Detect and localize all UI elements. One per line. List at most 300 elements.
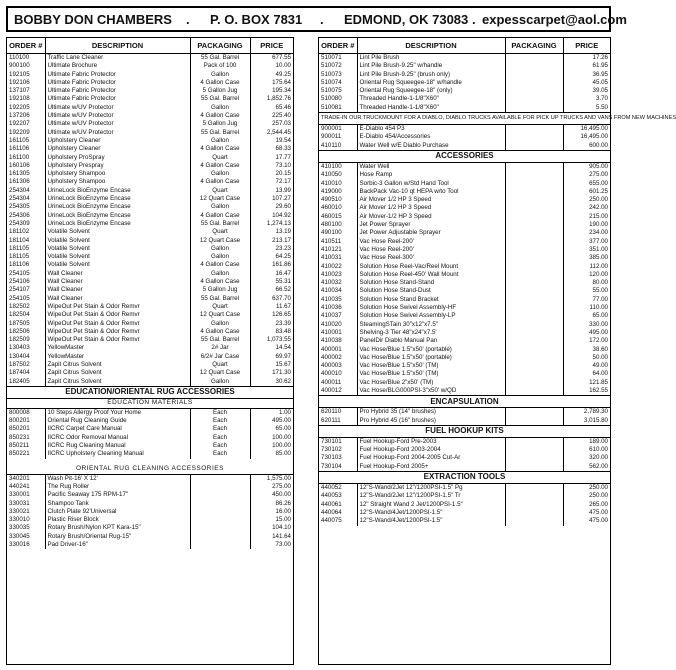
order-cell: 800008 xyxy=(7,408,45,417)
price-cell: 610.00 xyxy=(589,446,608,454)
description-cell: Fuel Hookup-Ford 2003-2004 xyxy=(357,446,505,454)
table-row xyxy=(7,425,293,433)
price-cell: 1,274.13 xyxy=(266,219,291,227)
price-cell: 73.00 xyxy=(275,541,291,549)
price-cell: 15.00 xyxy=(275,516,291,524)
table-row xyxy=(319,287,610,295)
packaging-cell: 5 Gallon Jug xyxy=(190,286,250,294)
packaging-cell: 55 Gal. Barrel xyxy=(190,129,250,137)
price-cell: 1,575.00 xyxy=(266,474,291,482)
table-row xyxy=(7,112,293,120)
packaging-cell xyxy=(505,501,563,509)
section-title: EXTRACTION TOOLS xyxy=(319,472,610,484)
description-cell: Solution Hose Swivel Assembly-HF xyxy=(357,304,505,312)
packaging-cell: 4 Gallon Case xyxy=(190,278,250,286)
description-cell: UrineLock BioEnzyme Encase xyxy=(45,203,190,211)
packaging-cell xyxy=(505,104,563,113)
order-cell: 410022 xyxy=(319,263,357,271)
table-row xyxy=(7,137,293,145)
description-cell: WipeOut Pet Stain & Odor Remvr xyxy=(45,328,190,336)
table-row xyxy=(7,483,293,491)
price-cell: 190.00 xyxy=(589,221,608,229)
table-row xyxy=(319,354,610,362)
price-cell: 77.00 xyxy=(592,295,608,303)
order-cell: 620110 xyxy=(319,408,357,417)
description-cell: Solution Hose Stand-Stand xyxy=(357,279,505,287)
price-cell: 16.00 xyxy=(275,507,291,515)
table-row xyxy=(7,328,293,336)
description-cell: Threaded Handle-1-1/8"X60" xyxy=(357,104,505,113)
packaging-cell xyxy=(505,54,563,63)
price-cell: 265.00 xyxy=(589,500,608,508)
packaging-cell xyxy=(505,408,563,417)
description-cell: Jet Power Adjustable Sprayer xyxy=(357,229,505,237)
description-cell: Volatile Solvent xyxy=(45,253,190,261)
order-cell: 510071 xyxy=(319,54,357,63)
table-row xyxy=(319,204,610,212)
packaging-cell xyxy=(505,446,563,454)
packaging-cell xyxy=(505,417,563,426)
order-cell: 110100 xyxy=(7,54,45,63)
packaging-cell xyxy=(505,263,563,271)
order-cell: 440053 xyxy=(319,492,357,500)
order-cell: 410032 xyxy=(319,279,357,287)
description-cell: 12"S-Wand/4Jet/1200PSI-1.5" xyxy=(357,509,505,517)
order-cell: 800201 xyxy=(7,417,45,425)
table-row xyxy=(7,508,293,516)
description-cell: Vac Hose/BLG000PSI-3"x50' w/QD xyxy=(357,387,505,396)
packaging-cell xyxy=(505,387,563,396)
table-row xyxy=(7,533,293,541)
order-cell: 730102 xyxy=(319,446,357,454)
table-row xyxy=(7,162,293,170)
table-row xyxy=(319,263,610,271)
description-cell: UrineLock BioEnzyme Encase xyxy=(45,220,190,228)
packaging-cell: 4 Gallon Case xyxy=(190,178,250,186)
table-row xyxy=(7,220,293,228)
packaging-cell: 55 Gal. Barrel xyxy=(190,336,250,344)
email-address[interactable]: expesscarpet@aol.com xyxy=(482,12,627,27)
order-cell: 254105 xyxy=(7,295,45,303)
price-cell: 30.62 xyxy=(275,377,291,385)
price-cell: 13.99 xyxy=(275,186,291,194)
order-cell: 192205 xyxy=(7,104,45,112)
packaging-cell: 4 Gallon Case xyxy=(190,145,250,153)
table-row xyxy=(319,238,610,246)
packaging-cell: Each xyxy=(190,450,250,458)
order-cell: 850231 xyxy=(7,434,45,442)
description-cell: IICRC Odor Removal Manual xyxy=(45,434,190,442)
table-row xyxy=(7,417,293,425)
packaging-cell xyxy=(505,354,563,362)
order-cell: 330010 xyxy=(7,516,45,524)
price-cell: 161.86 xyxy=(272,261,291,269)
table-row xyxy=(7,120,293,128)
packaging-cell xyxy=(505,162,563,171)
packaging-cell: 12 Quart Case xyxy=(190,311,250,319)
packaging-cell xyxy=(505,321,563,329)
col-packaging: PACKAGING xyxy=(190,38,250,54)
table-row xyxy=(7,295,293,303)
packaging-cell xyxy=(505,204,563,212)
description-cell: Ultimate w/UV Protector xyxy=(45,129,190,137)
packaging-cell xyxy=(505,125,563,134)
description-cell: E-Diablo 454/Accessories xyxy=(357,133,505,141)
packaging-cell xyxy=(505,271,563,279)
packaging-cell xyxy=(505,171,563,179)
table-row xyxy=(319,346,610,354)
price-cell: 2,789.30 xyxy=(583,408,608,416)
price-cell: 3.70 xyxy=(595,95,608,103)
packaging-cell: Gallon xyxy=(190,245,250,253)
price-cell: 450.00 xyxy=(272,491,291,499)
order-cell: 254306 xyxy=(7,212,45,220)
price-cell: 385.00 xyxy=(589,254,608,262)
table-row xyxy=(7,178,293,186)
header-separator: . xyxy=(186,12,190,27)
packaging-cell xyxy=(505,509,563,517)
table-row xyxy=(7,361,293,369)
price-cell: 66.52 xyxy=(275,286,291,294)
table-row xyxy=(319,221,610,229)
description-cell: Upholstery Cleaner xyxy=(45,145,190,153)
description-cell: Air Mover 1/2 HP 3 Speed xyxy=(357,196,505,204)
table-row xyxy=(319,271,610,279)
packaging-cell: Gallon xyxy=(190,203,250,211)
packaging-cell: 5 Gallon Jug xyxy=(190,120,250,128)
order-cell: 400012 xyxy=(319,387,357,396)
order-cell: 410031 xyxy=(319,254,357,262)
table-row xyxy=(7,336,293,344)
price-cell: 320.00 xyxy=(589,454,608,462)
order-cell: 730103 xyxy=(319,454,357,462)
table-row xyxy=(7,500,293,508)
description-cell: Fuel Hookup-Ford 2005+ xyxy=(357,463,505,472)
table-row xyxy=(319,337,610,345)
section-title: FUEL HOOKUP KITS xyxy=(319,425,610,437)
table-row xyxy=(319,321,610,329)
description-cell: YellowMaster xyxy=(45,353,190,361)
table-row xyxy=(319,196,610,204)
table-row xyxy=(7,434,293,442)
price-cell: 104.92 xyxy=(272,211,291,219)
table-row xyxy=(7,54,293,63)
section-title: ENCAPSULATION xyxy=(319,396,610,408)
description-cell: Sorbic-3 Gallon w/Std Hand Tool xyxy=(357,180,505,188)
packaging-cell: 2# Jar xyxy=(190,344,250,352)
price-cell: 1,073.55 xyxy=(266,336,291,344)
description-cell: YellowMaster xyxy=(45,344,190,352)
price-cell: 39.05 xyxy=(592,87,608,95)
table-row xyxy=(7,278,293,286)
order-cell: 130403 xyxy=(7,344,45,352)
price-cell: 250.00 xyxy=(589,492,608,500)
order-cell: 900100 xyxy=(7,62,45,70)
table-row xyxy=(7,524,293,532)
price-cell: 655.00 xyxy=(589,179,608,187)
price-cell: 225.40 xyxy=(272,112,291,120)
price-cell: 86.26 xyxy=(275,499,291,507)
description-cell: Rotary Brush/Oriental Rug-15" xyxy=(45,533,190,541)
packaging-cell: Quart xyxy=(190,361,250,369)
order-cell: 400003 xyxy=(319,362,357,370)
description-cell: Volatile Solvent xyxy=(45,228,190,236)
order-cell: 181105 xyxy=(7,253,45,261)
table-row xyxy=(7,170,293,178)
description-cell: UrineLock BioEnzyme Encase xyxy=(45,195,190,203)
packaging-cell: 55 Gal. Barrel xyxy=(190,295,250,303)
order-cell: 440061 xyxy=(319,501,357,509)
table-row xyxy=(319,162,610,171)
description-cell: Upholstery Cleaner xyxy=(45,137,190,145)
price-cell: 100.00 xyxy=(272,442,291,450)
price-cell: 17.77 xyxy=(275,153,291,161)
table-row xyxy=(319,79,610,87)
table-row xyxy=(319,180,610,188)
description-cell: Air Mover 1/2 HP 3 Speed xyxy=(357,204,505,212)
description-cell: IICRC Carpet Care Manual xyxy=(45,425,190,433)
order-cell: 400011 xyxy=(319,379,357,387)
packaging-cell: Each xyxy=(190,442,250,450)
price-cell: 234.00 xyxy=(589,229,608,237)
table-row xyxy=(319,329,610,337)
packaging-cell: Quart xyxy=(190,228,250,236)
po-box: P. O. BOX 7831 xyxy=(210,12,303,27)
price-cell: 65.46 xyxy=(275,103,291,111)
description-cell: Upholstery Shampoo xyxy=(45,178,190,186)
description-cell: 12" Straight Wand 2 Jet/1200PSI-1.5" xyxy=(357,501,505,509)
trade-in-note: TRADE-IN OUR TRUCKMOUNT FOR A DIABLO, DIABLO TRUCKS AVAILABLE FOR PICK UP TRUCKS AND VANS FROM NEW MACHINES xyxy=(319,113,610,125)
section-title: ACCESSORIES xyxy=(319,150,610,162)
price-cell: 215.00 xyxy=(589,212,608,220)
description-cell: PanelDir Diablo Manual Pan xyxy=(357,337,505,345)
order-cell: 330035 xyxy=(7,524,45,532)
description-cell: Lint Pile Brush-9.25" w/handle xyxy=(357,62,505,70)
table-row xyxy=(319,454,610,462)
order-cell: 410050 xyxy=(319,171,357,179)
city-state-zip: EDMOND, OK 73083 xyxy=(344,12,469,27)
description-cell: Ultimate Brochure xyxy=(45,62,190,70)
order-cell: 510081 xyxy=(319,104,357,113)
price-cell: 68.33 xyxy=(275,145,291,153)
order-cell: 254309 xyxy=(7,220,45,228)
packaging-cell: Each xyxy=(190,425,250,433)
packaging-cell xyxy=(505,229,563,237)
order-cell: 254304 xyxy=(7,195,45,203)
packaging-cell xyxy=(505,379,563,387)
table-row xyxy=(7,253,293,261)
price-cell: 65.00 xyxy=(592,312,608,320)
price-cell: 141.64 xyxy=(272,532,291,540)
packaging-cell xyxy=(505,312,563,320)
price-cell: 351.00 xyxy=(589,245,608,253)
description-cell: IICRC Rug Cleaning Manual xyxy=(45,442,190,450)
packaging-cell xyxy=(505,246,563,254)
price-cell: 2,544.45 xyxy=(266,128,291,136)
description-cell: Pad Driver-16" xyxy=(45,541,190,549)
packaging-cell xyxy=(505,296,563,304)
company-name: BOBBY DON CHAMBERS xyxy=(14,12,172,27)
price-cell: 49.25 xyxy=(275,70,291,78)
order-cell: 181106 xyxy=(7,261,45,269)
order-cell: 182509 xyxy=(7,336,45,344)
description-cell: Plastic Riser Block xyxy=(45,516,190,524)
packaging-cell xyxy=(190,500,250,508)
order-cell: 410037 xyxy=(319,312,357,320)
table-row xyxy=(7,474,293,483)
order-cell: 410110 xyxy=(319,142,357,151)
description-cell: Solution Hose Swivel Assembly-LP xyxy=(357,312,505,320)
section-title: EDUCATION/ORIENTAL RUG ACCESSORIES xyxy=(7,386,293,398)
packaging-cell xyxy=(505,484,563,493)
packaging-cell xyxy=(505,254,563,262)
section-title-row xyxy=(319,425,610,437)
price-cell: 242.00 xyxy=(589,204,608,212)
table-row xyxy=(7,344,293,352)
packaging-cell xyxy=(505,463,563,472)
order-cell: 254304 xyxy=(7,187,45,195)
order-cell: 182502 xyxy=(7,303,45,311)
packaging-cell xyxy=(505,370,563,378)
order-cell: 440052 xyxy=(319,484,357,493)
table-row xyxy=(7,450,293,458)
packaging-cell: Gallon xyxy=(190,320,250,328)
description-cell: Lint Pile Brush-9.25" (brush only) xyxy=(357,71,505,79)
price-cell: 50.00 xyxy=(592,353,608,361)
table-row xyxy=(319,87,610,95)
packaging-cell: Gallon xyxy=(190,378,250,387)
price-cell: 36.95 xyxy=(592,70,608,78)
col-price: PRICE xyxy=(250,38,293,54)
packaging-cell: 12 Quart Case xyxy=(190,369,250,377)
description-cell: Zapit Citrus Solvent xyxy=(45,369,190,377)
description-cell: Lint Pile Brush xyxy=(357,54,505,63)
price-cell: 73.10 xyxy=(275,161,291,169)
table-row xyxy=(7,311,293,319)
table-row xyxy=(319,370,610,378)
table-row xyxy=(319,417,610,426)
packaging-cell xyxy=(505,362,563,370)
order-cell: 490510 xyxy=(319,196,357,204)
price-cell: 15.67 xyxy=(275,360,291,368)
order-cell: 850211 xyxy=(7,442,45,450)
table-row xyxy=(7,104,293,112)
table-row xyxy=(7,62,293,70)
price-cell: 29.60 xyxy=(275,203,291,211)
description-cell: Zapit Citrus Solvent xyxy=(45,378,190,387)
order-cell: 181104 xyxy=(7,237,45,245)
right-price-column xyxy=(318,37,676,665)
table-row xyxy=(7,516,293,524)
packaging-cell xyxy=(505,238,563,246)
description-cell: WipeOut Pet Stain & Odor Remvr xyxy=(45,303,190,311)
order-cell: 340201 xyxy=(7,474,45,483)
section-title-row xyxy=(319,472,610,484)
packaging-cell: Gallon xyxy=(190,137,250,145)
description-cell: Volatile Solvent xyxy=(45,245,190,253)
col-packaging: PACKAGING xyxy=(505,38,563,54)
table-row xyxy=(319,254,610,262)
description-cell: Threaded Handle-1-1/8"X60" xyxy=(357,95,505,103)
table-row xyxy=(319,501,610,509)
packaging-cell: 4 Gallon Case xyxy=(190,162,250,170)
packaging-cell: Each xyxy=(190,408,250,417)
table-row xyxy=(319,71,610,79)
table-row xyxy=(7,286,293,294)
table-row xyxy=(7,491,293,499)
packaging-cell: Gallon xyxy=(190,253,250,261)
price-cell: 172.00 xyxy=(589,337,608,345)
packaging-cell: Quart xyxy=(190,187,250,195)
packaging-cell: 12 Quart Case xyxy=(190,237,250,245)
table-row xyxy=(7,541,293,549)
description-cell: Jet Power Sprayer xyxy=(357,221,505,229)
packaging-cell xyxy=(190,474,250,483)
packaging-cell xyxy=(505,180,563,188)
description-cell: Oriental Rug Squeegee-18" w/handle xyxy=(357,79,505,87)
packaging-cell xyxy=(505,71,563,79)
packaging-cell xyxy=(505,62,563,70)
table-row xyxy=(319,54,610,63)
table-row xyxy=(7,145,293,153)
packaging-cell: Pack of 100 xyxy=(190,62,250,70)
description-cell: Zapit Citrus Solvent xyxy=(45,361,190,369)
table-row xyxy=(319,446,610,454)
table-row xyxy=(319,62,610,70)
packaging-cell: 55 Gal. Barrel xyxy=(190,220,250,228)
description-cell: Fuel Hookup-Ford Pre-2003 xyxy=(357,437,505,446)
price-cell: 275.00 xyxy=(589,171,608,179)
order-cell: 410036 xyxy=(319,304,357,312)
table-row xyxy=(319,463,610,472)
packaging-cell xyxy=(505,142,563,151)
table-row xyxy=(7,154,293,162)
price-cell: 3,015.80 xyxy=(583,416,608,424)
packaging-cell xyxy=(190,491,250,499)
price-cell: 195.34 xyxy=(272,87,291,95)
table-row xyxy=(7,212,293,220)
packaging-cell xyxy=(505,304,563,312)
price-cell: 23.39 xyxy=(275,319,291,327)
col-order: ORDER # xyxy=(7,38,45,54)
packaging-cell: Gallon xyxy=(190,270,250,278)
price-cell: 100.00 xyxy=(272,433,291,441)
price-cell: 20.15 xyxy=(275,170,291,178)
order-cell: 510080 xyxy=(319,95,357,103)
table-row xyxy=(7,245,293,253)
description-cell: Upholstery Prespray xyxy=(45,162,190,170)
table-row xyxy=(319,213,610,221)
order-cell: 410023 xyxy=(319,271,357,279)
price-cell: 83.48 xyxy=(275,327,291,335)
col-order: ORDER # xyxy=(319,38,357,54)
packaging-cell xyxy=(190,516,250,524)
description-cell: Fuel Hookup-Ford 2004-2005 Cut-Ar xyxy=(357,454,505,462)
price-cell: 16.47 xyxy=(275,269,291,277)
table-row xyxy=(7,378,293,387)
order-cell: 182405 xyxy=(7,378,45,387)
description-cell: Wall Cleaner xyxy=(45,286,190,294)
table-row xyxy=(7,195,293,203)
description-cell: Ultimate Fabric Protector xyxy=(45,87,190,95)
table-row xyxy=(319,279,610,287)
table-row xyxy=(7,442,293,450)
description-cell: 12"S-Wand/4Jet/1200PSI-1.5" xyxy=(357,517,505,525)
col-description: DESCRIPTION xyxy=(357,38,505,54)
order-cell: 410100 xyxy=(319,162,357,171)
left-price-column xyxy=(6,37,294,665)
description-cell: Ultimate Fabric Protector xyxy=(45,95,190,103)
